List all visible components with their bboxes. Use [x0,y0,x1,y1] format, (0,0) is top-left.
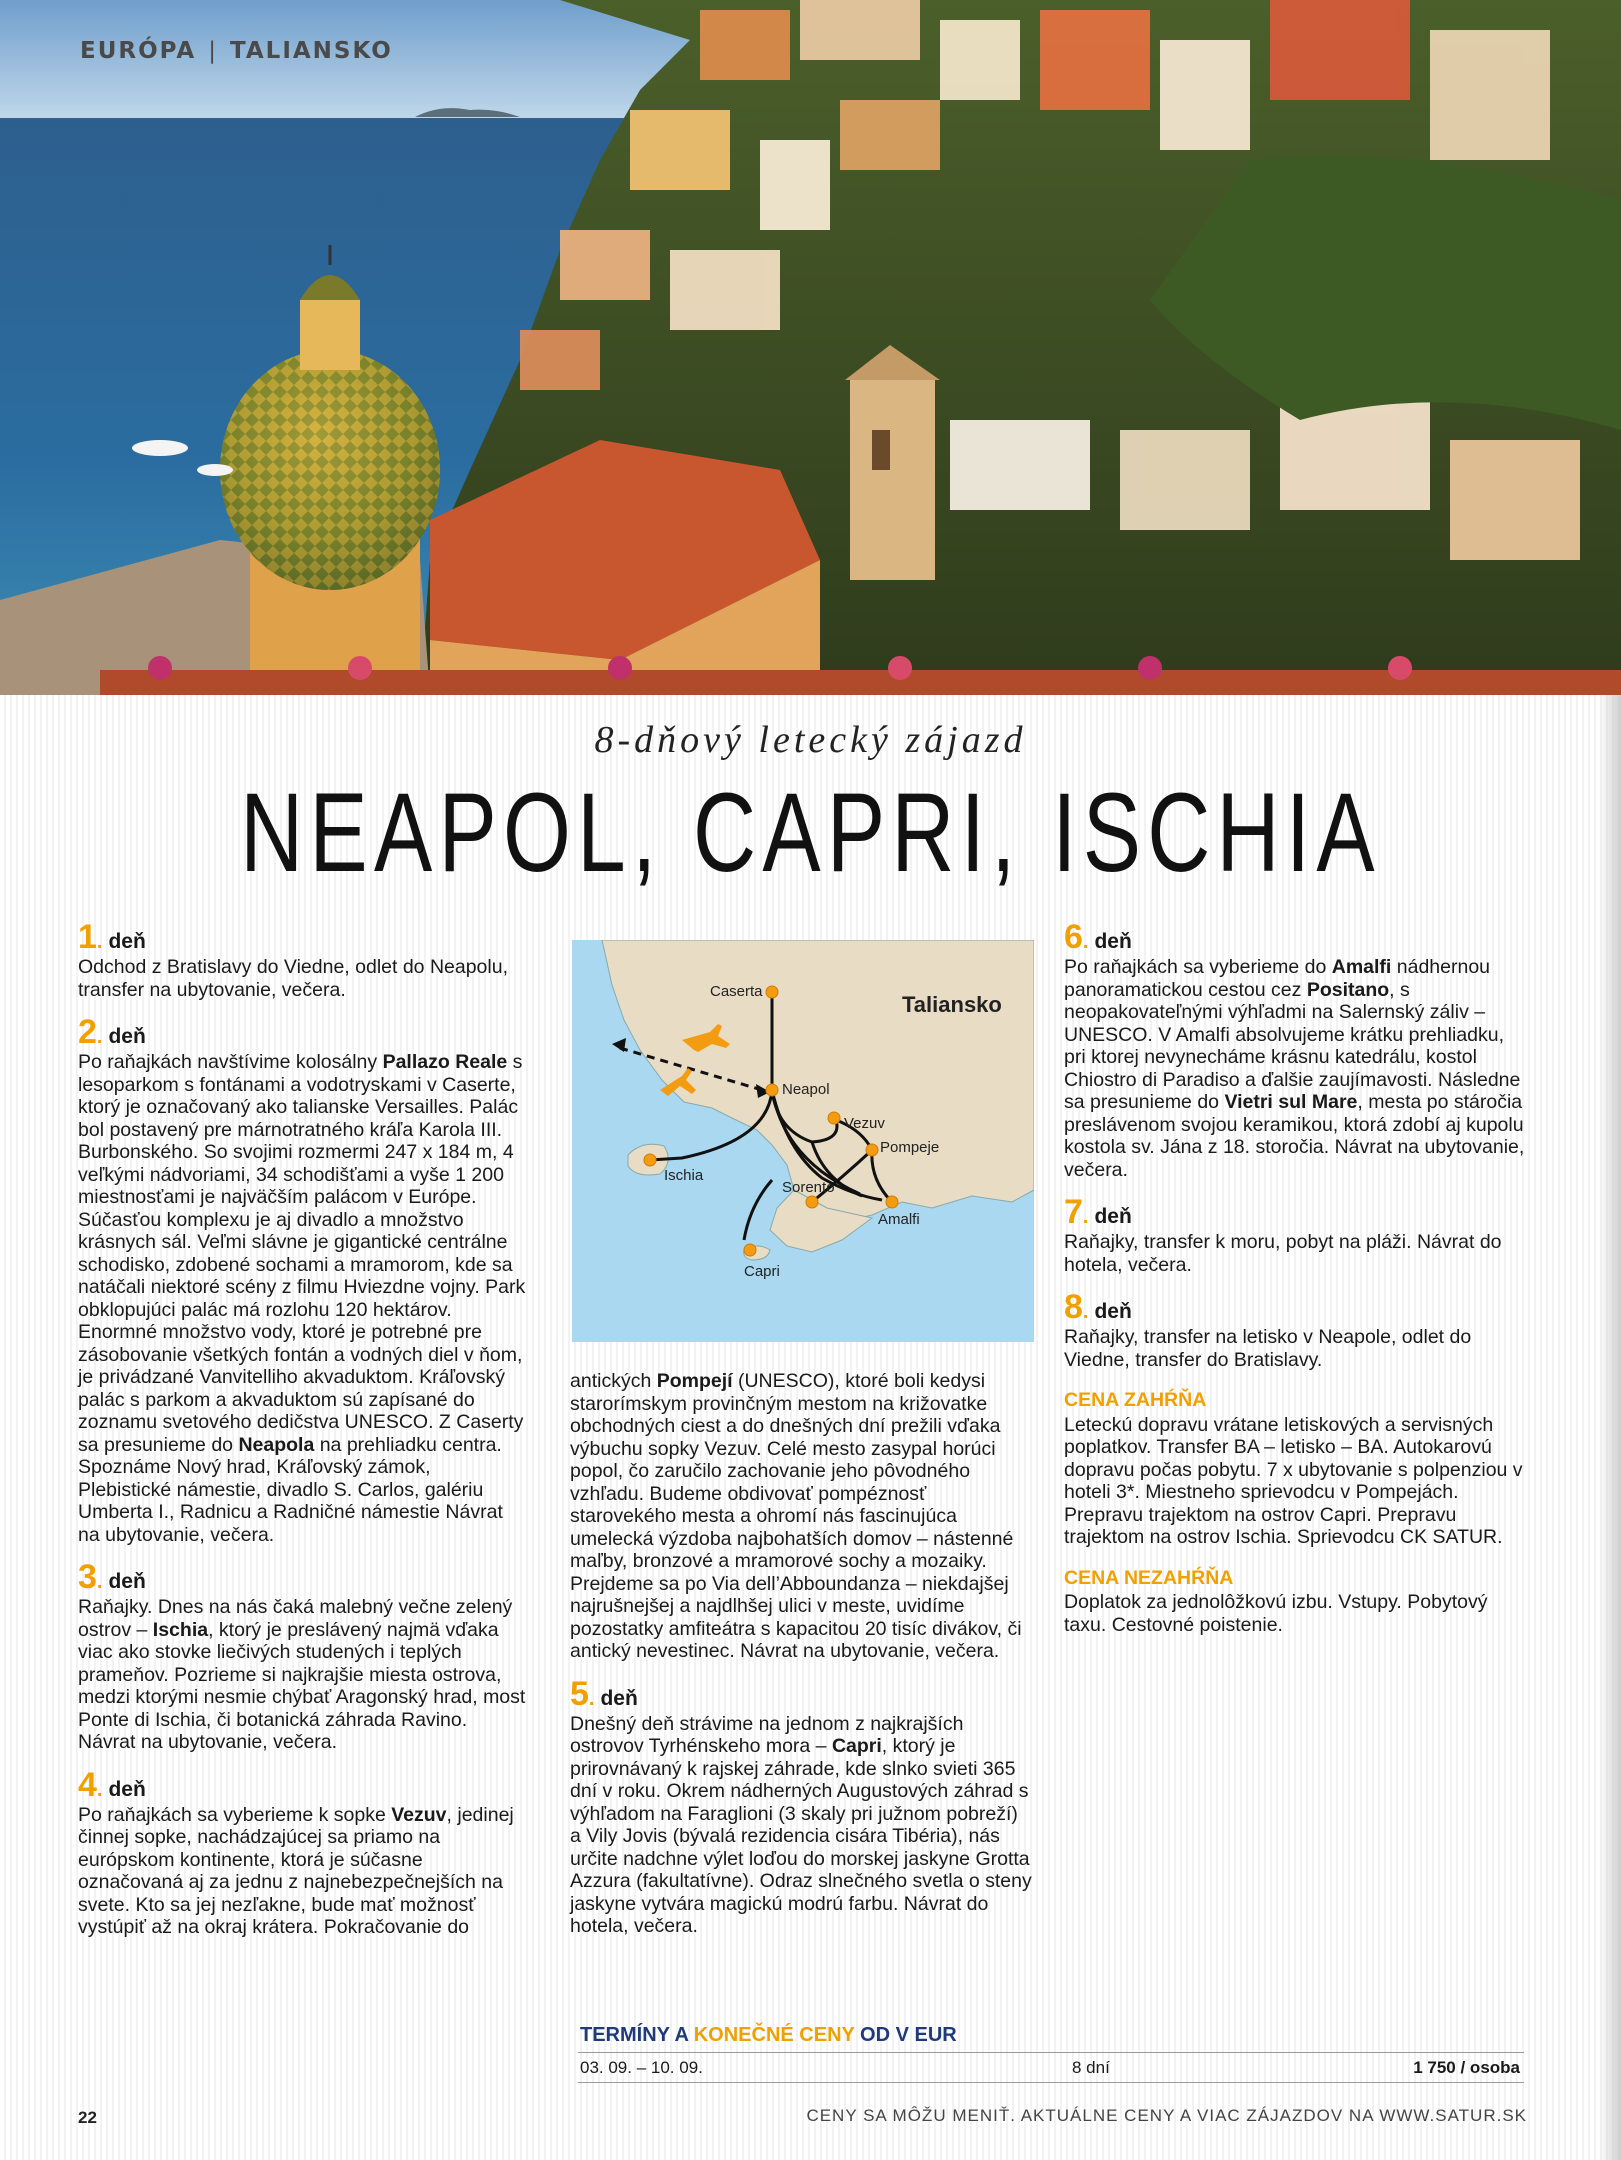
day-text: Po raňajkách sa vyberieme k sopke Vezuv, jedinej činnej sopke, nachádzajúcej sa priamo na európskom kontinente, ktorá je súčasne označovaná aj za jednu z najnebezpečnejších na svete. Kto sa jej nezľakne, bude mať možnosť vystúpiť až na okraj krátera. Pokračovanie do [78,1803,514,1938]
day-text: Po raňajkách navštívime kolosálny Pallazo Reale s lesoparkom s fontánami a vodotryskami v Caserte, ktorý je označovaný ako talianske Versailles. Palác bol postavený pre márnotratného kráľa Karola III. Burbonského. So svojimi rozmermi 247 x 184 m, 4 veľkými nádvoriami, 34 schodišťami a vyše 1 200 miestnosťami je najväčším palácom v Európe. Súčasťou komplexu je aj divadlo a množstvo krásnych sál. Veľmi slávne je gigantické centrálne schodisko, zdobené sochami a mramorom, kde sa natáčali niektoré scény z filmu Hviezdne vojny. Park obklopujúci palác má rozlohu 120 hektárov. Enormné množstvo vody, ktoré je potrebné pre zásobovanie všetkých fontán a vodných diel v ňom, je privádzané Vanvitelliho akvaduktom. Kráľovský palác s parkom a akvaduktom sú zapísané do zoznamu svetového dedičstva UNESCO. Z Caserty sa presunieme do Neapola na prehliadku centra. Spoznáme Nový hrad, Kráľovský zámok, Plebistické námestie, divadlo S. Carlos, galériu Umberta I., Radnicu a Radničné námestie Návrat na ubytovanie, večera. [78,1051,526,1546]
day-1: 1 . deň Odchod z Bratislavy do Viedne, odlet do Neapolu, transfer na ubytovanie, večera. [78,922,526,1001]
highlight-place: Vietri sul Mare [1224,1091,1358,1113]
map-marker-neapol [766,1084,778,1096]
map-country-label: Taliansko [902,992,1002,1017]
map-label-ischia: Ischia [664,1167,704,1184]
day-text: Raňajky, transfer k moru, pobyt na pláži. Návrat do hotela, večera. [1064,1231,1502,1276]
day-2: 2 . deň Po raňajkách navštívime kolosálny Pallazo Reale s lesoparkom s fontánami a vodotryskami v Caserte, ktorý je označovaný ako talianske Versailles. Palác bol postavený pre márnotratného kráľa Karola III. Burbonského. So svojimi rozmermi 247 x 184 m, 4 veľkými nádvoriami, 34 schodišťami a vyše 1 200 miestnosťami je najväčším palácom v Európe. Súčasťou komplexu je aj divadlo a množstvo krásnych sál. Veľmi slávne je gigantické centrálne schodisko, zdobené sochami a mramorom, kde sa natáčali niektoré scény z filmu Hviezdne vojny. Park obklopujúci palác má rozlohu 120 hektárov. Enormné množstvo vody, ktoré je potrebné pre zásobovanie všetkých fontán a vodných diel v ňom, je privádzané Vanvitelliho akvaduktom. Kráľovský palác s parkom a akvaduktom sú zapísané do zoznamu svetového dedičstva UNESCO. Z Caserty sa presunieme do Neapola na prehliadku centra. Spoznáme Nový hrad, Kráľovský zámok, Plebistické námestie, divadlo S. Carlos, galériu Umberta I., Radnicu a Radničné námestie Návrat na ubytovanie, večera. [78,1013,526,1546]
day-8: 8 . deň Raňajky, transfer na letisko v Neapole, odlet do Viedne, transfer do Bratislavy. [1064,1292,1530,1371]
map-marker-pompeje [866,1144,878,1156]
day-text: Odchod z Bratislavy do Viedne, odlet do Neapolu, transfer na ubytovanie, večera. [78,956,508,1001]
positano-coast-illustration [0,0,1621,695]
day-number: 7 [1064,1193,1083,1231]
day-label: deň [108,930,146,953]
highlight-place: Vezuv [391,1803,447,1826]
hero-photo [0,0,1621,695]
map-label-vezuv: Vezuv [844,1115,885,1132]
highlight-place: Pompejí [656,1370,733,1392]
day-number: 4 [78,1765,97,1804]
itinerary-column-3 [1064,918,1530,1636]
day-label: deň [108,1777,146,1801]
day-number: 5 [570,1674,589,1713]
day-text: Dnešný deň strávime na jednom z najkrajších ostrovov Tyrhénskeho mora – Capri, ktorý je prirovnávaný k rajskej záhrade, kde slnko svieti 365 dní v roku. Okrem nádherných Augustových záhrad s výhľadom na Faraglioni (3 skaly pri južnom pobreží) a Vily Jovis (bývalá rezidencia cisára Tibéria), nás určite nadchne výlet loďou do morskej jaskyne Grotta Azzura (fakultatívne). Odraz slnečného svetla o steny jaskyne vytvára magickú modrú farbu. Návrat do hotela, večera. [570,1712,1032,1937]
day-text: Raňajky, transfer na letisko v Neapole, odlet do Viedne, transfer do Bratislavy. [1064,1326,1472,1371]
map-marker-capri [744,1244,756,1256]
day-4-continued [570,1370,1032,1663]
day-text: Po raňajkách sa vyberieme do Amalfi nádhernou panoramatickou cestou cez Positano, s neopakovateľnými výhľadmi na Salernský záliv – UNESCO. V Amalfi absolvujeme krátku prehliadku, pri ktorej nevynecháme krásnu katedrálu, kostol Chiostro di Paradiso a ďalšie zaujímavosti. Následne sa presunieme do Vietri sul Mare, mesta po stáročia preslávenom svojou keramikou, ktorá zdobí aj kupolu kostola sv. Jána z 18. storočia. Návrat na ubytovanie, večera. [1064,956,1525,1181]
day-label: deň [1094,1205,1132,1228]
day-label: deň [108,1025,146,1048]
price-excluded-heading: CENA NEZAHŔŇA [1064,1566,1234,1589]
breadcrumb [80,38,393,64]
price-included-heading: CENA ZAHŔŇA [1064,1389,1207,1411]
terms-top-rule [578,2052,1524,2053]
day-4: 4 . deň Po raňajkách sa vyberieme k sopke Vezuv, jedinej činnej sopke, nachádzajúcej sa priamo na európskom kontinente, ktorá je súčasne označovaná aj za jednu z najnebezpečnejších na svete. Kto sa jej nezľakne, bude mať možnosť vystúpiť až na okraj krátera. Pokračovanie do [78,1770,526,1939]
highlight-place: Ischia [152,1618,209,1641]
highlight-place: Amalfi [1331,956,1392,978]
breadcrumb-country[interactable]: TALIANSKO [229,38,393,64]
day-text: Raňajky. Dnes na nás čaká malebný večne zelený ostrov – Ischia, ktorý je preslávený najmä vďaka viac ako stovke liečivých studených i teplých prameňov. Pozrieme si najkrajšie miesta ostrova, medzi ktorými nesmie chýbať Aragonský hrad, most Ponte di Ischia, či botanická záhrada Ravino. Návrat na ubytovanie, večera. [78,1596,526,1753]
price-included-text: Leteckú dopravu vrátane letiskových a servisných poplatkov. Transfer BA – letisko – BA. Autokarovú dopravu počas pobytu. 7 x ubytovanie s polpenziou v hoteli 3*. Miestneho sprievodcu v Pompejách. Prepravu trajektom na ostrov Capri. Prepravu trajektom na ostrov Ischia. Sprievodcu CK SATUR. [1064,1413,1523,1548]
day-3: 3 . deň Raňajky. Dnes na nás čaká malebný večne zelený ostrov – Ischia, ktorý je preslávený najmä vďaka viac ako stovke liečivých studených i teplých prameňov. Pozrieme si najkrajšie miesta ostrova, medzi ktorými nesmie chýbať Aragonský hrad, most Ponte di Ischia, či botanická záhrada Ravino. Návrat na ubytovanie, večera. [78,1558,526,1753]
term-length: 8 dní [1072,2058,1110,2077]
highlight-place: Positano [1306,978,1390,1001]
highlight-place: Neapola [238,1433,315,1456]
route-map [572,940,1034,1342]
map-marker-caserta [766,986,778,998]
day-number: 8 [1064,1288,1083,1326]
terms-row [578,2056,1524,2080]
map-marker-ischia [644,1154,656,1166]
day-number: 1 [78,918,97,956]
day-text: antických Pompejí (UNESCO), ktoré boli kedysi starorímskym provinčným mestom na križovatke obchodných ciest a do dnešných dní prežili vďaka výbuchu sopky Vezuv. Celé mesto zasypal horúci popol, čo zaručilo zachovanie jeho pôvodného vzhľadu. Budeme obdivovať pompéznosť starovekého mesta a ohromí nás fascinujúca umelecká výzdoba najbohatších domov – nástenné maľby, bronzové a mramorové sochy a mozaiky. Prejdeme sa po Via dell’Abboundanza – niekdajšej najrušnejšej a najdlhšej ulici v meste, uvidíme pozostatky amfiteátra s kapacitou 20 tisíc divákov, či antický nevestinec. Návrat na ubytovanie, večera. [570,1370,1022,1662]
day-number: 3 [78,1558,97,1596]
map-svg [572,940,1034,1342]
map-label-neapol: Neapol [782,1081,830,1098]
day-label: deň [1094,930,1132,953]
terms-bottom-rule [578,2082,1524,2083]
itinerary-column-2 [570,1370,1032,1938]
tour-title: NEAPOL, CAPRI, ISCHIA [240,770,1381,895]
page-number: 22 [78,2108,97,2127]
footer-note[interactable]: CENY SA MÔŽU MENIŤ. AKTUÁLNE CENY A VIAC ZÁJAZDOV NA WWW.SATUR.SK [806,2106,1527,2125]
page-edge-shadow [1599,695,1621,2160]
day-7: 7 . deň Raňajky, transfer k moru, pobyt na pláži. Návrat do hotela, večera. [1064,1197,1530,1276]
day-label: deň [108,1570,146,1593]
itinerary-column-1 [78,918,526,1939]
term-price: 1 750 / osoba [1413,2058,1520,2077]
map-marker-sorento [806,1196,818,1208]
map-marker-amalfi [886,1196,898,1208]
day-number: 6 [1064,918,1083,956]
map-label-pompeje: Pompeje [880,1139,940,1156]
map-label-amalfi: Amalfi [878,1211,920,1228]
breadcrumb-separator: | [208,38,218,64]
tour-subtitle: 8-dňový letecký zájazd [594,719,1027,761]
highlight-place: Pallazo Reale [382,1051,508,1073]
map-label-capri: Capri [744,1263,780,1280]
day-label: deň [600,1686,638,1710]
day-number: 2 [78,1013,97,1051]
day-5: 5 . deň Dnešný deň strávime na jednom z najkrajších ostrovov Tyrhénskeho mora – Capri, ktorý je prirovnávaný k rajskej záhrade, kde slnko svieti 365 dní v roku. Okrem nádherných Augustových záhrad s výhľadom na Faraglioni (3 skaly pri južnom pobreží) a Vily Jovis (bývalá rezidencia cisára Tibéria), nás určite nadchne výlet loďou do morskej jaskyne Grotta Azzura (fakultatívne). Odraz slnečného svetla o steny jaskyne vytvára magickú modrú farbu. Návrat do hotela, večera. [570,1674,1032,1937]
day-6: 6 . deň Po raňajkách sa vyberieme do Amalfi nádhernou panoramatickou cestou cez Positano, s neopakovateľnými výhľadmi na Salernský záliv – UNESCO. V Amalfi absolvujeme krátku prehliadku, pri ktorej nevynecháme krásnu katedrálu, kostol Chiostro di Paradiso a ďalšie zaujímavosti. Následne sa presunieme do Vietri sul Mare, mesta po stáročia preslávenom svojou keramikou, ktorá zdobí aj kupolu kostola sv. Jána z 18. storočia. Návrat na ubytovanie, večera. [1064,922,1530,1181]
map-label-caserta: Caserta [710,983,763,1000]
price-excluded-text: Doplatok za jednolôžkovú izbu. Vstupy. Pobytový taxu. Cestovné poistenie. [1064,1591,1488,1636]
term-dates: 03. 09. – 10. 09. [580,2058,703,2077]
highlight-place: Capri [831,1735,882,1757]
map-marker-vezuv [828,1112,840,1124]
day-label: deň [1094,1300,1132,1323]
terms-title: TERMÍNY A KONEČNÉ CENY OD V EUR [580,2024,957,2046]
breadcrumb-region[interactable]: EURÓPA [80,38,197,64]
map-label-sorento: Sorento [782,1179,835,1196]
